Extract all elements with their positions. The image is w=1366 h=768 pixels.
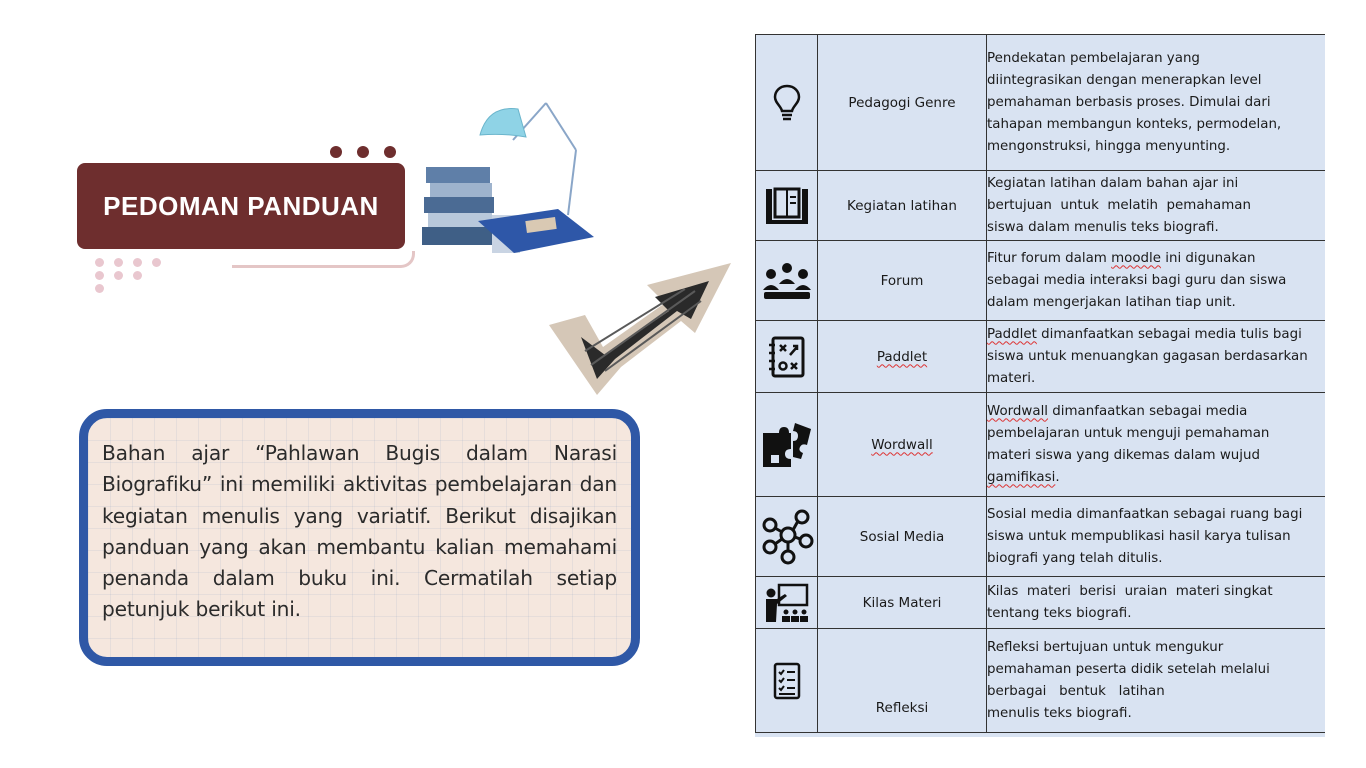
icon-cell [756, 577, 818, 629]
guide-table [755, 34, 1325, 733]
table-row [756, 241, 1326, 321]
book-icon [764, 187, 810, 225]
title-banner [77, 163, 405, 249]
checklist-icon [772, 662, 802, 700]
guide-description: Refleksi bertujuan untuk mengukur pemahaman peserta didik setelah melalui berbagai bentuk latihan menulis teks biografi. [987, 629, 1326, 733]
table-row [756, 393, 1326, 497]
guide-name: Kilas Materi [818, 577, 987, 629]
guide-description: Paddlet dimanfaatkan sebagai media tulis bagi siswa untuk menuangkan gagasan berdasarkan materi. [987, 321, 1326, 393]
guide-description: Pendekatan pembelajaran yang diintegrasikan dengan menerapkan level pemahaman berbasis proses. Dimulai dari tahapan membangun konteks, permodelan, mengonstruksi, hingga menyunting. [987, 35, 1326, 171]
table-row [756, 35, 1326, 171]
guide-name: Kegiatan latihan [818, 171, 987, 241]
network-icon [758, 507, 816, 567]
table-row [756, 171, 1326, 241]
table-row [756, 321, 1326, 393]
icon-cell [756, 393, 818, 497]
icon-cell [756, 321, 818, 393]
lightbulb-icon [772, 83, 802, 123]
decorative-dots-top [330, 146, 400, 160]
guide-name: Pedagogi Genre [818, 35, 987, 171]
table-row [756, 629, 1326, 733]
guide-description: Fitur forum dalam moodle ini digunakan sebagai media interaksi bagi guru dan siswa dalam mengerjakan latihan tiap unit. [987, 241, 1326, 321]
title-underline-decoration [232, 251, 415, 268]
guide-name: Sosial Media [818, 497, 987, 577]
icon-cell [756, 629, 818, 733]
icon-cell [756, 241, 818, 321]
page-title: PEDOMAN PANDUAN [103, 190, 379, 221]
icon-cell [756, 171, 818, 241]
table-row [756, 497, 1326, 577]
books-lamp-illustration [418, 95, 608, 265]
guide-name: Refleksi [818, 629, 987, 733]
group-icon [762, 262, 812, 300]
teacher-icon [763, 582, 811, 624]
guide-table-container [755, 34, 1325, 737]
guide-description: Sosial media dimanfaatkan sebagai ruang bagi siswa untuk mempublikasi hasil karya tulisan biografi yang telah ditulis. [987, 497, 1326, 577]
table-row [756, 577, 1326, 629]
arrow-icon [545, 255, 735, 400]
description-text: Bahan ajar “Pahlawan Bugis dalam Narasi Biografiku” ini memiliki aktivitas pembelajaran dan kegiatan menulis yang variatif. Berikut disajikan panduan yang akan membantu kalian memahami penanda dalam buku ini. Cermatilah setiap petunjuk berikut ini. [102, 441, 617, 622]
description-box [79, 409, 640, 666]
guide-description: Kilas materi berisi uraian materi singkat tentang teks biografi. [987, 577, 1326, 629]
guide-description: Kegiatan latihan dalam bahan ajar ini bertujuan untuk melatih pemahaman siswa dalam menulis teks biografi. [987, 171, 1326, 241]
guide-name: Forum [818, 241, 987, 321]
guide-description: Wordwall dimanfaatkan sebagai media pembelajaran untuk menguji pemahaman materi siswa yang dikemas dalam wujud gamifikasi. [987, 393, 1326, 497]
strategy-board-icon [767, 335, 807, 379]
puzzle-icon [761, 419, 813, 471]
decorative-dots-grid [95, 258, 175, 298]
icon-cell [756, 35, 818, 171]
icon-cell [756, 497, 818, 577]
guide-name: Paddlet [818, 321, 987, 393]
guide-name: Wordwall [818, 393, 987, 497]
